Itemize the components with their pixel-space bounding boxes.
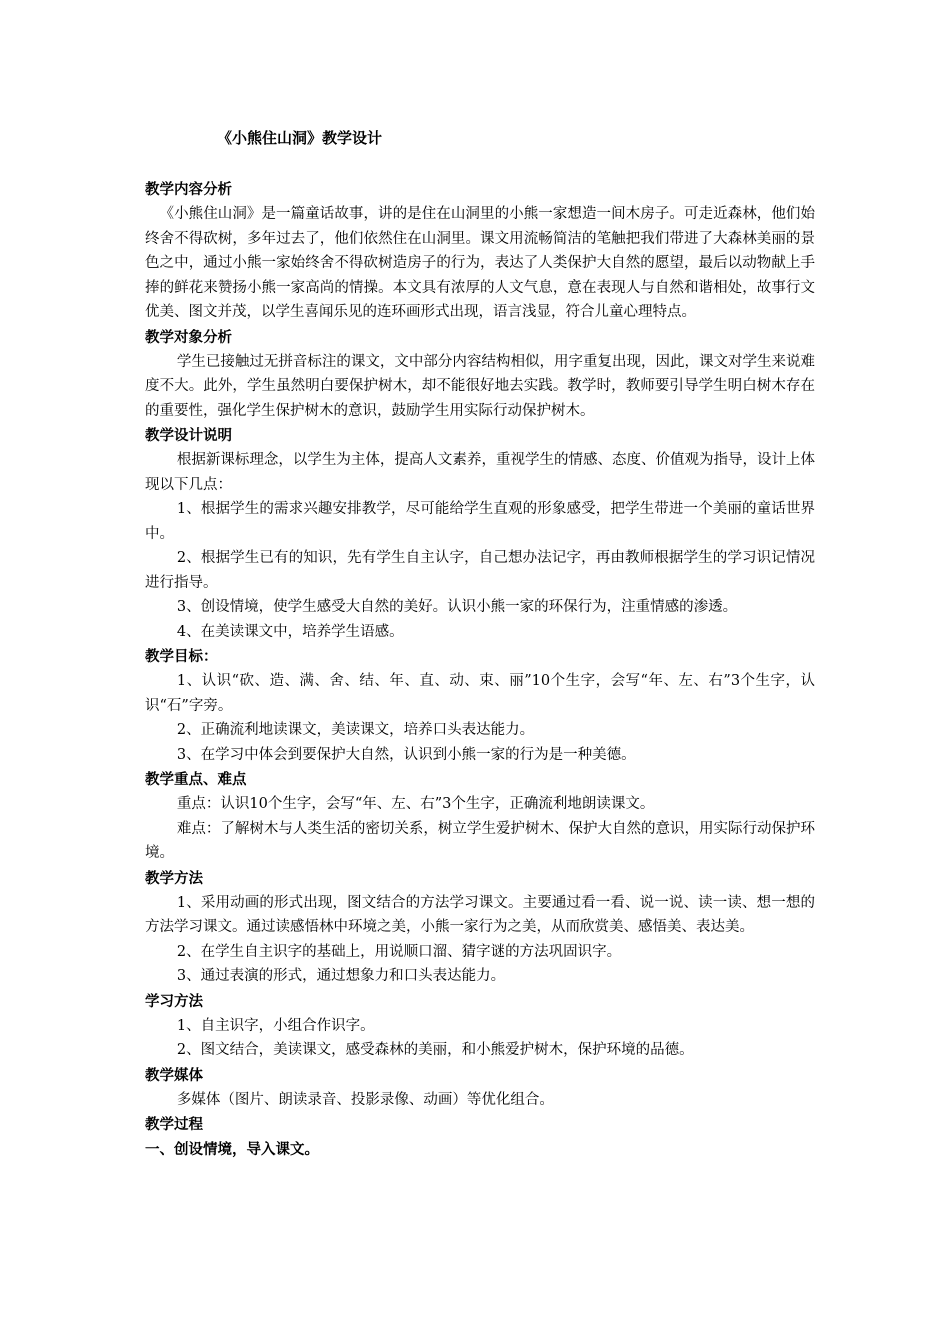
section-heading-key-points: 教学重点、难点 (145, 771, 247, 788)
design-note-item: 4、在美读课文中，培养学生语感。 (176, 623, 404, 640)
design-notes-intro: 根据新课标理念，以学生为主体，提高人文素养，重视学生的情感、态度、价值观为指导，设计上体现以下几点： (145, 452, 815, 493)
section-heading-media: 教学媒体 (145, 1066, 203, 1084)
process-subheading: 一、创设情境，导入课文。 (145, 1141, 319, 1158)
key-point-item: 重点：认识10个生字，会写“年、左、右”3个生字，正确流利地朗读课文。 (176, 796, 655, 812)
goal-item: 3、在学习中体会到要保护大自然，认识到小熊一家的行为是一种美德。 (176, 746, 636, 763)
section-heading-learning-methods: 学习方法 (145, 992, 203, 1010)
design-note-item: 1、根据学生的需求兴趣安排教学，尽可能给学生直观的形象感受，把学生带进一个美丽的童话世界中。 (145, 501, 815, 542)
goal-item: 2、正确流利地读课文，美读课文，培养口头表达能力。 (176, 722, 535, 738)
learning-method-item: 1、自主识字，小组合作识字。 (176, 1017, 375, 1034)
method-item: 1、采用动画的形式出现，图文结合的方法学习课文。主要通过看一看、说一说、读一读、想一想的方法学习课文。通过读感悟林中环境之美，小熊一家行为之美，从而欣赏美、感悟美、表达美。 (145, 894, 815, 935)
design-note-item: 3、创设情境，使学生感受大自然的美好。认识小熊一家的环保行为，注重情感的渗透。 (176, 599, 738, 615)
method-item: 2、在学生自主识字的基础上，用说顺口溜、猜字谜的方法巩固识字。 (176, 943, 622, 960)
section-heading-goals: 教学目标： (145, 648, 218, 665)
design-note-item: 2、根据学生已有的知识，先有学生自主认字，自己想办法记字，再由教师根据学生的学习识记情况进行指导。 (145, 550, 815, 591)
learning-method-item: 2、图文结合，美读课文，感受森林的美丽，和小熊爱护树木，保护环境的品德。 (176, 1042, 694, 1058)
section-heading-object-analysis: 教学对象分析 (145, 328, 232, 346)
document-title: 《小熊住山洞》教学设计 (217, 129, 383, 147)
key-point-item: 难点：了解树木与人类生活的密切关系，树立学生爱护树木、保护大自然的意识，用实际行动保护环境。 (145, 820, 815, 861)
document-page (145, 126, 815, 1162)
section-heading-methods: 教学方法 (145, 869, 203, 887)
method-item: 3、通过表演的形式，通过想象力和口头表达能力。 (176, 968, 506, 984)
goal-item: 1、认识“砍、造、满、舍、结、年、直、动、束、丽”10个生字，会写“年、左、右”3个生字，认识“石”字旁。 (145, 673, 815, 714)
section-heading-design-notes: 教学设计说明 (145, 427, 232, 444)
object-analysis-paragraph: 学生已接触过无拼音标注的课文，文中部分内容结构相似，用字重复出现，因此，课文对学生来说难度不大。此外，学生虽然明白要保护树木，却不能很好地去实践。教学时，教师要引导学生明白树木存在的重要性，强化学生保护树木的意识，鼓励学生用实际行动保护树木。 (145, 353, 815, 419)
section-heading-process: 教学过程 (145, 1116, 203, 1133)
section-heading-content-analysis: 教学内容分析 (145, 181, 232, 198)
media-paragraph: 多媒体（图片、朗读录音、投影录像、动画）等优化组合。 (176, 1091, 554, 1108)
content-analysis-paragraph: 《小熊住山洞》是一篇童话故事，讲的是住在山洞里的小熊一家想造一间木房子。可走近森林，他们始终舍不得砍树，多年过去了，他们依然住在山洞里。课文用流畅简洁的笔触把我们带进了大森林美丽的景色之中，通过小熊一家始终舍不得砍树造房子的行为，表达了人类保护大自然的愿望，最后以动物献上手捧的鲜花来赞扬小熊一家高尚的情操。本文具有浓厚的人文气息，意在表现人与自然和谐相处，故事行文优美、图文并茂，以学生喜闻乐见的连环画形式出现，语言浅显，符合儿童心理特点。 (145, 206, 815, 320)
